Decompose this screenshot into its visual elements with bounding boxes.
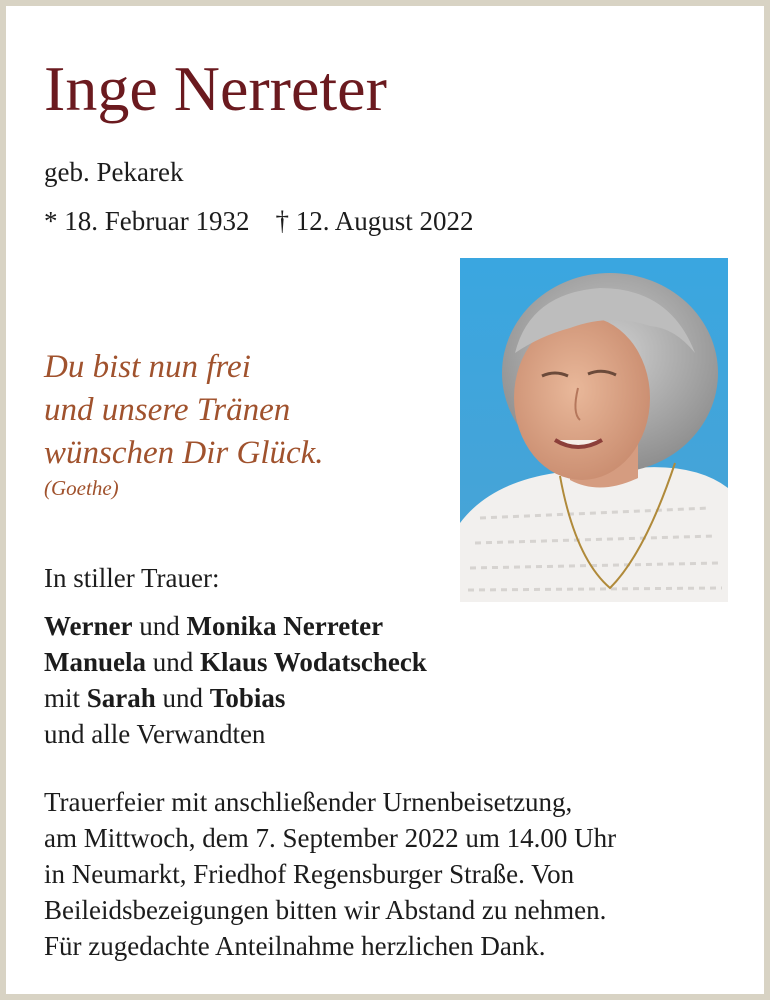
quote-line: wünschen Dir Glück.	[44, 435, 324, 471]
mourners-list	[44, 608, 427, 752]
mourner-name: Tobias	[209, 683, 286, 713]
quote-line: Du bist nun frei	[44, 349, 251, 385]
mourning-intro: In stiller Trauer:	[44, 563, 220, 593]
quote-source: (Goethe)	[44, 476, 119, 500]
mourner-connector: und	[146, 647, 201, 677]
mourner-connector: und	[132, 611, 187, 641]
service-line: am Mittwoch, dem 7. September 2022 um 14.00 Uhr	[44, 823, 617, 853]
mourner-connector: und alle Verwandten	[44, 719, 266, 749]
mourner-row	[44, 644, 427, 680]
service-line: Trauerfeier mit anschließender Urnenbeisetzung,	[44, 787, 573, 817]
mourner-name: Sarah	[86, 683, 156, 713]
mourner-row	[44, 680, 427, 716]
death-date: † 12. August 2022	[275, 206, 474, 236]
service-line: Für zugedachte Anteilnahme herzlichen Dank.	[44, 931, 546, 961]
mourner-name: Monika Nerreter	[186, 611, 384, 641]
mourner-connector: und	[155, 683, 210, 713]
mourner-name: Werner	[44, 611, 133, 641]
life-dates	[44, 205, 474, 237]
service-line: Beileidsbezeigungen bitten wir Abstand zu nehmen.	[44, 895, 607, 925]
quote-line: und unsere Tränen	[44, 392, 291, 428]
mourner-row	[44, 716, 427, 752]
portrait-photo	[460, 258, 728, 602]
obituary-card	[6, 6, 764, 994]
deceased-name: Inge Nerreter	[44, 53, 387, 124]
maiden-name: geb. Pekarek	[44, 157, 184, 187]
mourner-connector: mit	[44, 683, 87, 713]
service-line: in Neumarkt, Friedhof Regensburger Straße. Von	[44, 859, 575, 889]
goethe-quote	[44, 346, 324, 501]
mourner-row	[44, 608, 427, 644]
birth-date: * 18. Februar 1932	[44, 206, 250, 236]
mourner-name: Manuela	[44, 647, 147, 677]
mourner-name: Klaus Wodatscheck	[200, 647, 427, 677]
service-info	[44, 784, 616, 964]
